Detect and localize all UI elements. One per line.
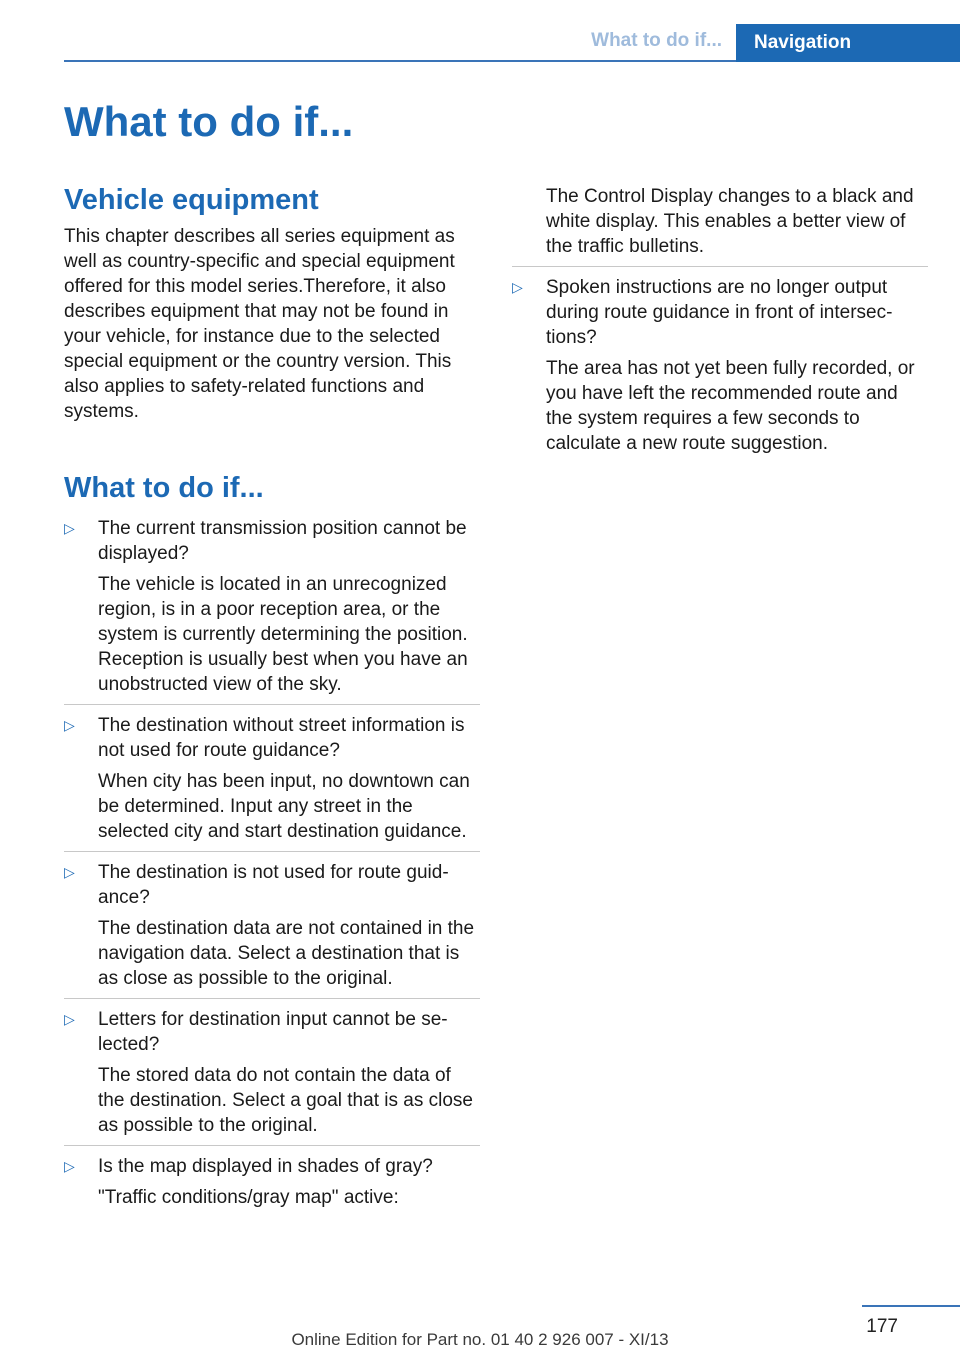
faq-item — [64, 1007, 480, 1146]
faq-answer: The destination data are not contained in the navigation data. Select a destination that is as close as possible to the original. — [98, 918, 475, 989]
left-column — [64, 180, 480, 1225]
faq-question: Is the map displayed in shades of gray? — [98, 1156, 433, 1177]
vehicle-equipment-heading: Vehicle equipment — [64, 184, 319, 216]
triangle-right-icon: ▷ — [64, 1011, 75, 1027]
triangle-right-icon: ▷ — [64, 864, 75, 880]
header-section-title: What to do if... — [591, 30, 722, 51]
faq-answer: The stored data do not contain the data of the destination. Select a goal that is as close as possible to the original. — [98, 1065, 473, 1136]
faq-heading: What to do if... — [64, 472, 264, 504]
faq-question: The destination is not used for route guidance? — [98, 862, 449, 908]
faq-list — [64, 516, 480, 1217]
faq-question: Letters for destination input cannot be selected? — [98, 1009, 448, 1055]
header-chapter-tab: Navigation — [736, 24, 960, 62]
faq-item — [64, 713, 480, 852]
footer-rule — [862, 1305, 960, 1307]
faq-item-continued — [512, 184, 928, 267]
triangle-right-icon: ▷ — [64, 1158, 75, 1174]
triangle-right-icon: ▷ — [64, 520, 75, 536]
page-title: What to do if... — [64, 98, 354, 145]
faq-question: Spoken instructions are no longer output during route guidance in front of intersections? — [546, 277, 893, 348]
triangle-right-icon: ▷ — [512, 279, 523, 295]
edition-footer: Online Edition for Part no. 01 40 2 926 007 - XI/13 — [291, 1330, 669, 1349]
faq-item — [64, 1154, 480, 1217]
faq-answer: The area has not yet been fully recorded, or you have left the recommended route and the system requires a few seconds to calculate a new route suggestion. — [546, 358, 915, 454]
faq-question: The destination without street information is not used for route guidance? — [98, 715, 465, 761]
faq-item — [64, 516, 480, 705]
right-column — [512, 184, 928, 471]
faq-list-continued — [512, 275, 928, 463]
faq-item — [64, 860, 480, 999]
faq-question: The current transmission position cannot be displayed? — [98, 518, 467, 564]
faq-answer: "Traffic conditions/gray map" active: — [98, 1187, 399, 1208]
faq-answer: When city has been input, no downtown can be determined. Input any street in the selected city and start destination guidance. — [98, 771, 470, 842]
faq-answer: The vehicle is located in an unrecognized region, is in a poor reception area, or the system is currently determining the position. Reception is usually best when you have an unobstructed view of the sky. — [98, 574, 468, 695]
faq-item — [512, 275, 928, 463]
vehicle-equipment-body: This chapter describes all series equipment as well as country-specific and special equipment offered for this model series.Therefore, it also describes equipment that may not be found in your vehicle, for instance due to the selected special equipment or the country version. This also applies to safety-related functions and systems. — [64, 226, 455, 422]
faq-answer-continued: The Control Display changes to a black and white display. This enables a better view of the traffic bulletins. — [546, 186, 914, 257]
page-number: 177 — [866, 1316, 898, 1337]
triangle-right-icon: ▷ — [64, 717, 75, 733]
